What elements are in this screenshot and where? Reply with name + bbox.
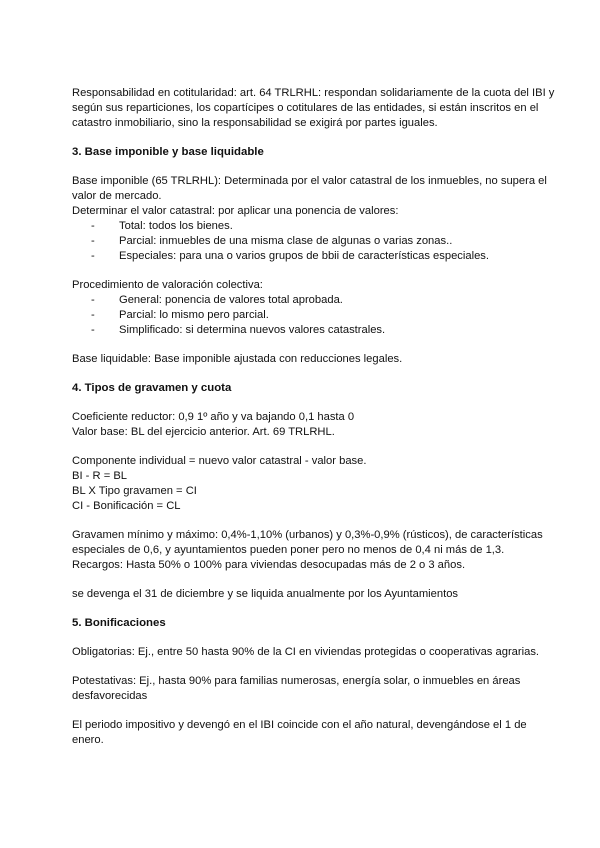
procedimiento-paragraph: Procedimiento de valoración colectiva: bbox=[72, 279, 263, 291]
recargos-paragraph: Recargos: Hasta 50% o 100% para viviendas desocupadas más de 2 o 3 años. bbox=[72, 559, 466, 571]
list-item: - Especiales: para una o varios grupos de bbii de características especiales. bbox=[72, 249, 560, 264]
intro-paragraph: Responsabilidad en cotitularidad: art. 64 TRLRHL: respondan solidariamente de la cuota del IBI y según sus reparticiones, los copartícipes o cotitulares de las entidades, si están inscritos en el catastro inmobiliario, sino la responsabilidad se exigirá por partes iguales. bbox=[72, 87, 555, 129]
gravamen-paragraph: Gravamen mínimo y máximo: 0,4%-1,10% (urbanos) y 0,3%-0,9% (rústicos), de características especiales de 0,6, y ayuntamientos pueden poner pero no menos de 0,4 ni más de 1,3. bbox=[72, 529, 543, 556]
section-4-heading: 4. Tipos de gravamen y cuota bbox=[72, 382, 232, 394]
ponencia-list bbox=[72, 219, 560, 264]
valor-base-paragraph: Valor base: BL del ejercicio anterior. Art. 69 TRLRHL. bbox=[72, 426, 335, 438]
periodo-impositivo-paragraph: El periodo impositivo y devengó en el IBI coincide con el año natural, devengándose el 1 de enero. bbox=[72, 719, 527, 746]
section-3-heading: 3. Base imponible y base liquidable bbox=[72, 146, 264, 158]
devengo-paragraph: se devenga el 31 de diciembre y se liquida anualmente por los Ayuntamientos bbox=[72, 588, 459, 600]
coeficiente-paragraph: Coeficiente reductor: 0,9 1º año y va bajando 0,1 hasta 0 bbox=[72, 411, 355, 423]
list-item: - Simplificado: si determina nuevos valores catastrales. bbox=[72, 323, 560, 338]
list-item: - Parcial: inmuebles de una misma clase de algunas o varias zonas.. bbox=[72, 234, 560, 249]
formula-line: BI - R = BL bbox=[72, 470, 128, 482]
formula-line: CI - Bonificación = CL bbox=[72, 500, 181, 512]
section-5-heading: 5. Bonificaciones bbox=[72, 617, 166, 629]
list-item: - Parcial: lo mismo pero parcial. bbox=[72, 308, 560, 323]
formula-line: BL X Tipo gravamen = CI bbox=[72, 485, 197, 497]
potestativas-paragraph: Potestativas: Ej., hasta 90% para familias numerosas, energía solar, o inmuebles en áreas desfavorecidas bbox=[72, 675, 521, 702]
list-item: - General: ponencia de valores total aprobada. bbox=[72, 293, 560, 308]
procedimiento-list bbox=[72, 293, 560, 338]
base-imponible-paragraph: Base imponible (65 TRLRHL): Determinada por el valor catastral de los inmuebles, no supera el valor de mercado. bbox=[72, 175, 547, 202]
list-item: - Total: todos los bienes. bbox=[72, 219, 560, 234]
valor-catastral-paragraph: Determinar el valor catastral: por aplicar una ponencia de valores: bbox=[72, 205, 399, 217]
obligatorias-paragraph: Obligatorias: Ej., entre 50 hasta 90% de la CI en viviendas protegidas o cooperativas agrarias. bbox=[72, 646, 540, 658]
formula-line: Componente individual = nuevo valor catastral - valor base. bbox=[72, 455, 367, 467]
base-liquidable-paragraph: Base liquidable: Base imponible ajustada con reducciones legales. bbox=[72, 353, 403, 365]
